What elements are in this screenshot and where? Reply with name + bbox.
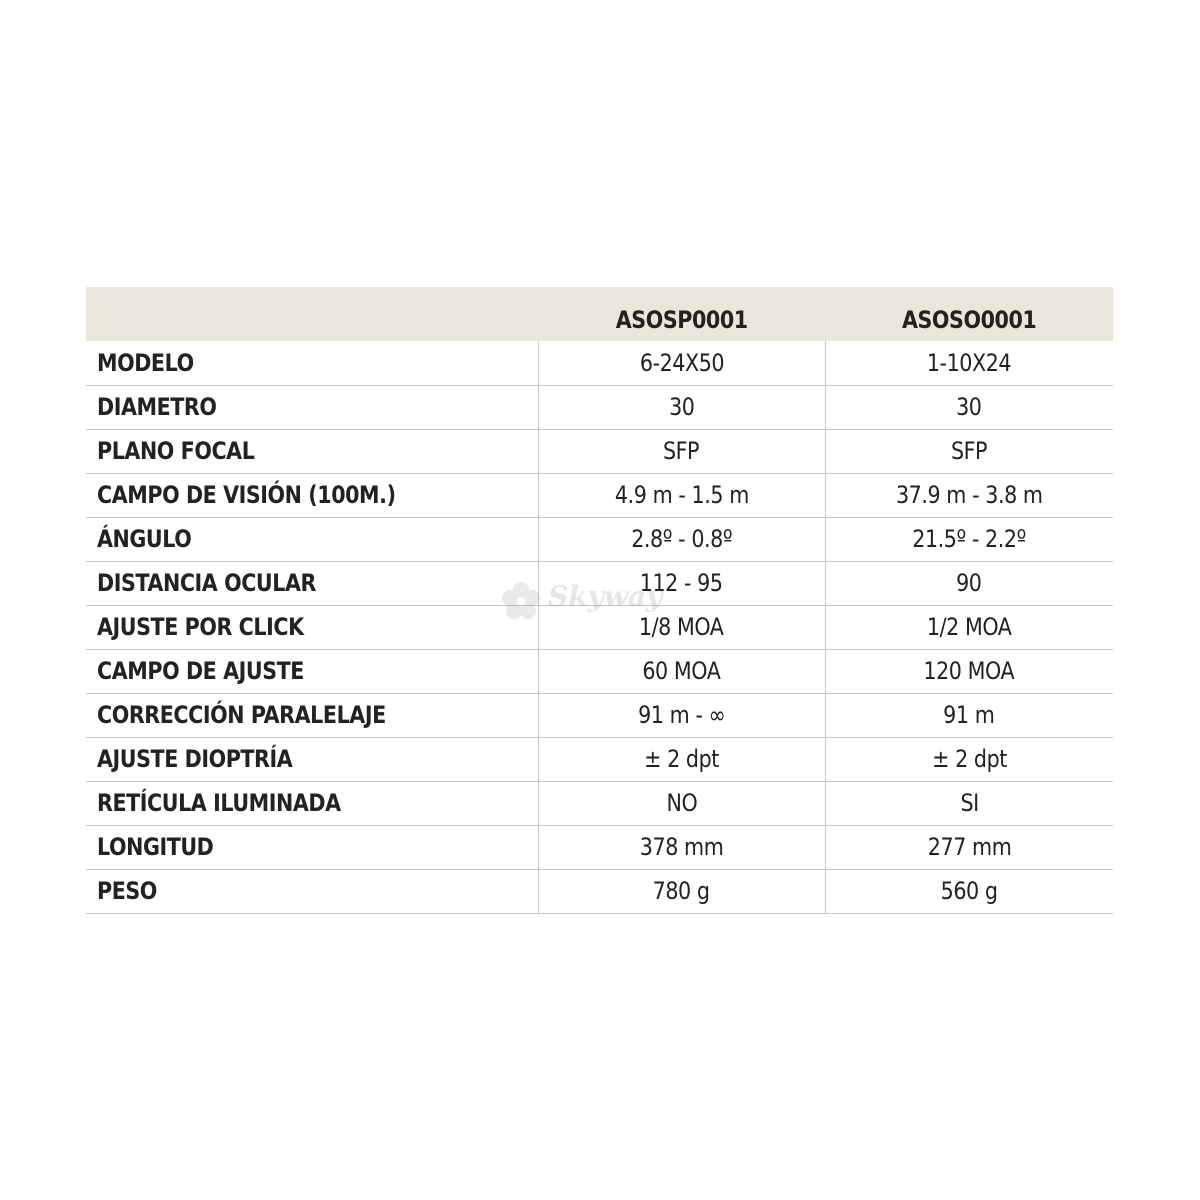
spec-table-header (86, 287, 1113, 341)
table-row (86, 473, 1113, 517)
spec-value-asoso0001: 90 (825, 561, 1113, 605)
spec-value-asosp0001: 6-24X50 (538, 341, 825, 385)
table-row (86, 385, 1113, 429)
table-row (86, 737, 1113, 781)
spec-label: LONGITUD (86, 825, 538, 869)
spec-label: DISTANCIA OCULAR (86, 561, 538, 605)
spec-label: AJUSTE DIOPTRÍA (86, 737, 538, 781)
table-row (86, 605, 1113, 649)
table-row (86, 869, 1113, 913)
spec-value-asoso0001: SFP (825, 429, 1113, 473)
table-row (86, 561, 1113, 605)
column-header-asosp0001: ASOSP0001 (615, 306, 748, 334)
spec-value-asoso0001: 91 m (825, 693, 1113, 737)
table-row (86, 341, 1113, 385)
spec-value-asosp0001: 4.9 m - 1.5 m (538, 473, 825, 517)
spec-label: MODELO (86, 341, 538, 385)
table-row (86, 517, 1113, 561)
spec-value-asoso0001: ± 2 dpt (825, 737, 1113, 781)
spec-value-asoso0001: 1/2 MOA (825, 605, 1113, 649)
table-row (86, 429, 1113, 473)
spec-value-asoso0001: 21.5º - 2.2º (825, 517, 1113, 561)
spec-table-body (86, 341, 1113, 913)
spec-value-asoso0001: 1-10X24 (825, 341, 1113, 385)
header-row (86, 287, 1113, 341)
spec-value-asosp0001: NO (538, 781, 825, 825)
spec-label: PLANO FOCAL (86, 429, 538, 473)
header-empty-cell (86, 287, 538, 341)
spec-label: PESO (86, 869, 538, 913)
spec-value-asosp0001: 378 mm (538, 825, 825, 869)
table-row (86, 693, 1113, 737)
spec-value-asoso0001: 560 g (825, 869, 1113, 913)
table-row (86, 649, 1113, 693)
spec-label: DIAMETRO (86, 385, 538, 429)
spec-value-asosp0001: 112 - 95 (538, 561, 825, 605)
spec-value-asosp0001: 780 g (538, 869, 825, 913)
spec-value-asoso0001: 277 mm (825, 825, 1113, 869)
table-row (86, 825, 1113, 869)
spec-table (86, 287, 1113, 914)
spec-value-asosp0001: 1/8 MOA (538, 605, 825, 649)
spec-value-asosp0001: 91 m - ∞ (538, 693, 825, 737)
spec-value-asosp0001: ± 2 dpt (538, 737, 825, 781)
spec-value-asoso0001: 30 (825, 385, 1113, 429)
spec-label: AJUSTE POR CLICK (86, 605, 538, 649)
table-row (86, 781, 1113, 825)
watermark-text: Skyway (548, 580, 663, 613)
spec-value-asosp0001: 2.8º - 0.8º (538, 517, 825, 561)
spec-value-asosp0001: SFP (538, 429, 825, 473)
spec-value-asoso0001: 120 MOA (825, 649, 1113, 693)
spec-label: CAMPO DE AJUSTE (86, 649, 538, 693)
spec-value-asoso0001: 37.9 m - 3.8 m (825, 473, 1113, 517)
spec-label: RETÍCULA ILUMINADA (86, 781, 538, 825)
spec-value-asoso0001: SI (825, 781, 1113, 825)
spec-value-asosp0001: 60 MOA (538, 649, 825, 693)
spec-label: CORRECCIÓN PARALELAJE (86, 693, 538, 737)
column-header-asoso0001: ASOSO0001 (901, 306, 1037, 334)
spec-value-asosp0001: 30 (538, 385, 825, 429)
spec-label: CAMPO DE VISIÓN (100M.) (86, 473, 538, 517)
spec-label: ÁNGULO (86, 517, 538, 561)
